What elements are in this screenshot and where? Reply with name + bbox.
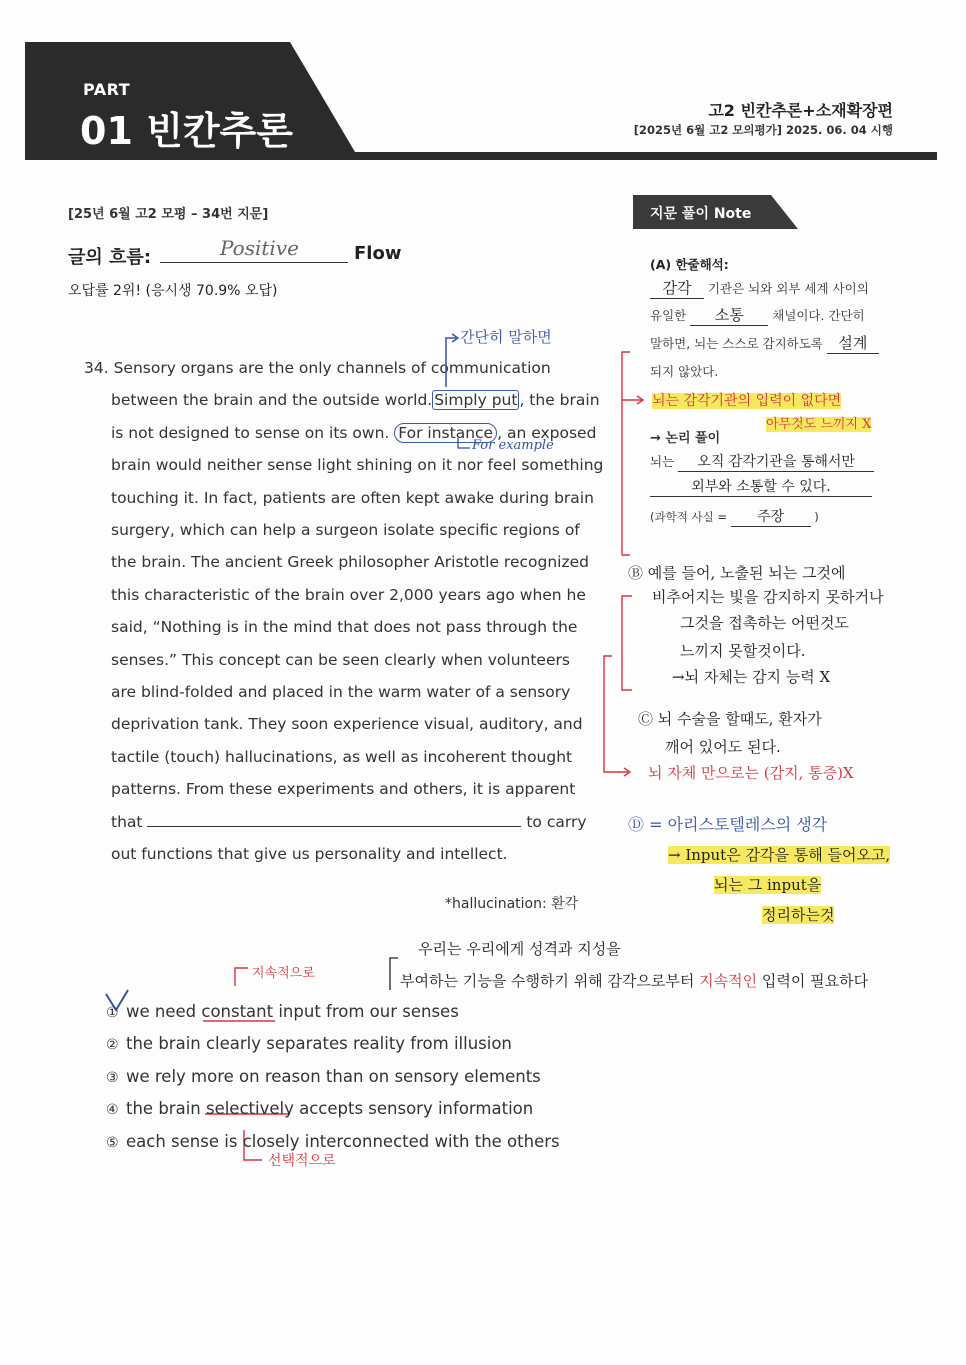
for-example-annotation: For example — [472, 438, 554, 453]
flow-label: 글의 흐름: — [68, 247, 152, 268]
passage-line: said, “Nothing is in the mind that does not pass through the — [111, 618, 578, 637]
choice-1[interactable]: ① we need constant input from our senses — [106, 1002, 459, 1021]
note-a-line3: 말하면, 뇌는 스스로 감지하도록 설계 — [650, 332, 879, 354]
choice1-annotation: 지속적으로 — [252, 966, 315, 981]
part-title: 01 빈칸추론 — [80, 109, 293, 153]
passage-line: this characteristic of the brain over 2,000 years ago when he — [111, 585, 586, 604]
passage-line: surgery, which can help a surgeon isolate specific regions of — [111, 521, 580, 540]
fact-line: (과학적 사실 = 주장 ) — [650, 506, 819, 527]
d-note-3: 뇌는 그 input을 — [714, 876, 822, 894]
passage-line: 34. Sensory organs are the only channels of communication — [84, 359, 551, 377]
note-a-title: (A) 한줄해석: — [650, 257, 729, 272]
passage — [84, 352, 604, 871]
logic-line1: 뇌는 오직 감각기관을 통해서만 — [650, 451, 874, 472]
b-note-3: 그것을 접촉하는 어떤것도 — [680, 614, 849, 632]
d-note-2: → Input은 감각을 통해 들어오고, — [668, 846, 891, 864]
d-note-4: 정리하는것 — [762, 906, 835, 924]
for-instance-circle: For instance — [394, 423, 497, 443]
simply-put-annotation: 간단히 말하면 — [460, 328, 552, 346]
b-note-2: 비추어지는 빛을 감지하지 못하거나 — [652, 588, 884, 606]
bottom-note-line2: 부여하는 기능을 수행하기 위해 감각으로부터 지속적인 입력이 필요하다 — [400, 972, 869, 990]
passage-line: that to carry — [111, 812, 587, 831]
passage-line: out functions that give us personality and intellect. — [111, 845, 508, 864]
note-a-line2: 유일한 소통 채널이다. 간단히 — [650, 306, 865, 324]
c-note-1: Ⓒ 뇌 수술을 할때도, 환자가 — [638, 710, 822, 728]
passage-line: tactile (touch) hallucinations, as well as incoherent thought — [111, 747, 573, 766]
exam-info: [2025년 6월 고2 모의평가] 2025. 06. 04 시행 — [633, 123, 893, 137]
bottom-note-line1: 우리는 우리에게 성격과 지성을 — [418, 940, 621, 958]
choice5-annotation: 선택적으로 — [268, 1153, 336, 1169]
b-note-4: 느끼지 못할것이다. — [680, 642, 806, 660]
note-a-line4: 되지 않았다. — [650, 364, 719, 379]
passage-line: deprivation tank. They soon experience visual, auditory, and — [111, 715, 583, 734]
flow-word: Flow — [354, 243, 402, 264]
red-note-1: 뇌는 감각기관의 입력이 없다면 — [652, 393, 842, 409]
passage-line: between the brain and the outside world. Simply put , the brain — [111, 391, 600, 410]
passage-source: [25년 6월 고2 모평 – 34번 지문] — [68, 207, 269, 222]
answer-blank — [147, 812, 521, 827]
passage-line: senses.” This concept can be seen clearly when volunteers — [111, 650, 570, 669]
note-tab-label: 지문 풀이 Note — [650, 206, 752, 222]
passage-line: are blind-folded and placed in the warm water of a sensory — [111, 683, 571, 702]
c-note-2: 깨어 있어도 된다. — [665, 738, 781, 756]
passage-line: touching it. In fact, patients are often kept awake during brain — [111, 488, 594, 507]
passage-line: brain would neither sense light shining on it nor feel something — [111, 456, 604, 475]
simply-put-box: Simply put — [434, 391, 518, 410]
note-a-line1: 감각 기관은 뇌와 외부 세계 사이의 — [650, 277, 869, 299]
red-note-2: 아무것도 느끼지 X — [766, 417, 872, 432]
choice-5[interactable]: ⑤ each sense is closely interconnected with the others — [106, 1131, 560, 1151]
logic-title: → 논리 풀이 — [650, 431, 721, 446]
choice-2[interactable]: ② the brain clearly separates reality from illusion — [106, 1034, 512, 1054]
b-note-5: →뇌 자체는 감지 능력 X — [672, 668, 831, 686]
book-title: 고2 빈칸추론+소재확장편 — [708, 101, 893, 120]
wrong-answer-rate: 오답률 2위! (응시생 70.9% 오답) — [68, 283, 278, 299]
footnote: *hallucination: 환각 — [445, 896, 579, 912]
logic-line2: 외부와 소통할 수 있다. — [650, 476, 872, 497]
passage-line: the brain. The ancient Greek philosopher Aristotle recognized — [111, 553, 589, 572]
d-note-1: Ⓓ = 아리스토텔레스의 생각 — [628, 815, 828, 834]
b-note-1: Ⓑ 예를 들어, 노출된 뇌는 그것에 — [628, 564, 846, 582]
choice-4[interactable]: ④ the brain selectively accepts sensory information — [106, 1099, 534, 1119]
choice-3[interactable]: ③ we rely more on reason than on sensory elements — [106, 1066, 541, 1086]
passage-line: patterns. From these experiments and others, it is apparent — [111, 780, 576, 799]
flow-handwritten-answer: Positive — [220, 236, 299, 260]
flow-blank-line — [160, 262, 348, 263]
passage-line: is not designed to sense on its own. For instance , an exposed — [111, 423, 597, 442]
part-label: PART — [83, 80, 131, 99]
answer-choices — [106, 996, 560, 1158]
c-note-red: 뇌 자체 만으로는 (감지, 통증)X — [648, 764, 854, 782]
